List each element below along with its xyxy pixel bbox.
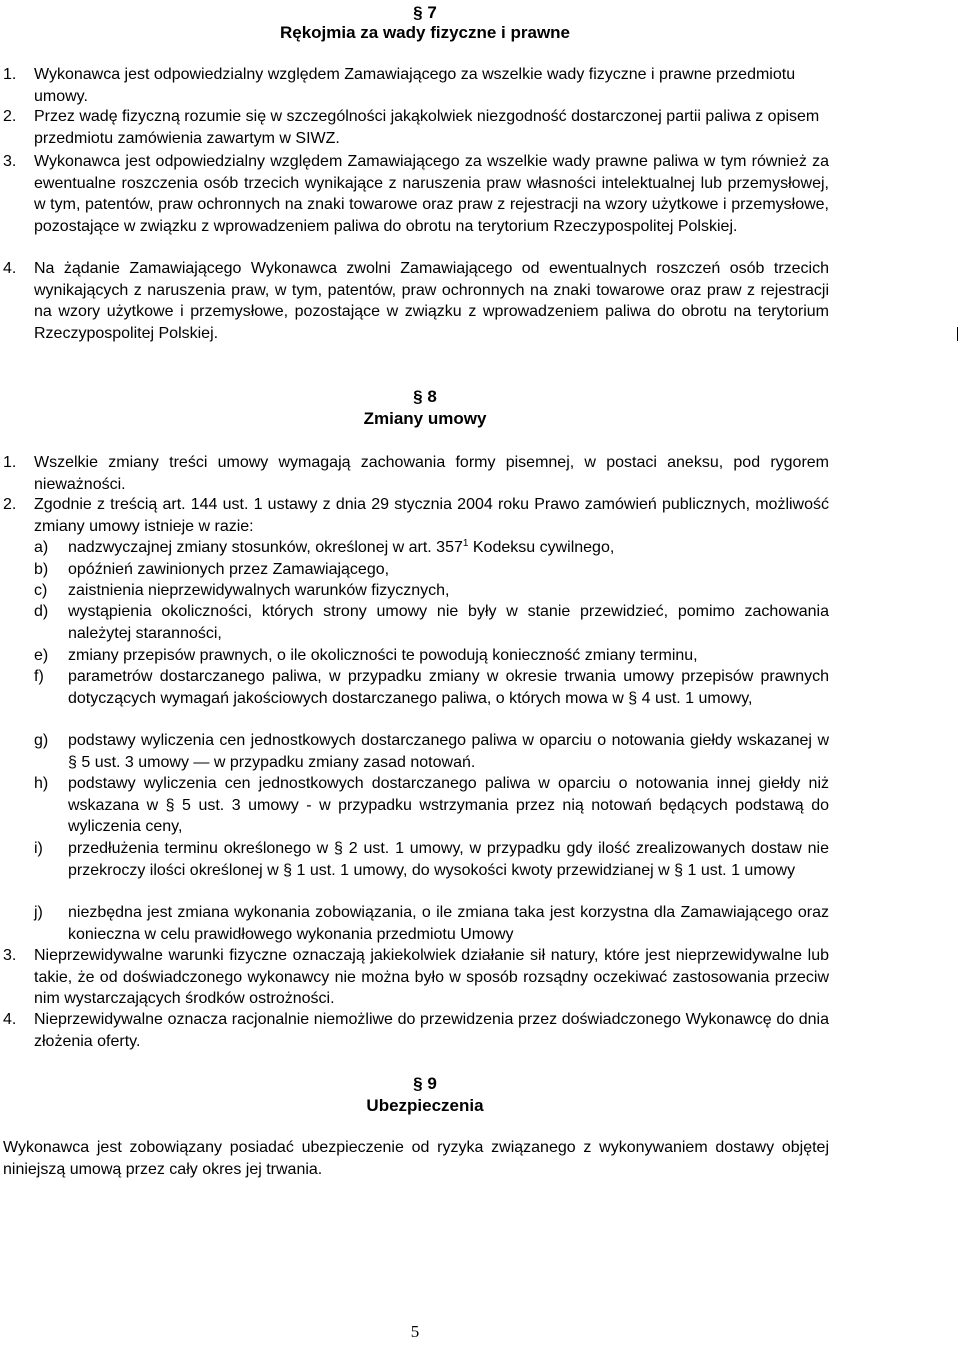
sec7-item-4-number: 4. [3, 260, 17, 277]
sec8-sub-g-text: podstawy wyliczenia cen jednostkowych dostarczanego paliwa w oparciu o notowania giełdy wskazanej w § 5 ust. 3 umowy — w przypadku zmiany zasad notowań. [68, 732, 829, 771]
sec7-item-3-text: Wykonawca jest odpowiedzialny względem Zamawiającego za wszelkie wady prawne paliwa w tym również za ewentualne roszczenia osób trzecich wynikające z naruszenia praw własności intelektualnej lub przemysłowej, w tym, patentów, praw ochronnych na znaki towarowe oraz praw z rejestracji na wzory użytkowe i przemysłowe, pozostające w związku z wprowadzeniem paliwa do obrotu na terytorium Rzeczypospolitej Polskiej. [34, 153, 829, 235]
sec8-item-1-number: 1. [3, 454, 17, 471]
sec8-item-4-text: Nieprzewidywalne oznacza racjonalnie niemożliwe do przewidzenia przez doświadczonego Wykonawcę do dnia złożenia oferty. [34, 1011, 829, 1050]
sec8-item-2-number: 2. [3, 496, 17, 513]
section-8-number: § 8 [413, 387, 437, 406]
sec8-sub-a-text [68, 537, 829, 559]
sec8-sub-b-label: b) [34, 561, 49, 578]
sec7-item-1-text: Wykonawca jest odpowiedzialny względem Zamawiającego za wszelkie wady fizyczne i prawne przedmiotu umowy. [34, 66, 796, 105]
sec8-sub-c-text: zaistnienia nieprzewidywalnych warunków fizycznych, [68, 582, 450, 599]
sec8-sub-d-text: wystąpienia okoliczności, których strony umowy nie były w stanie przewidzieć, pomimo zachowania należytej staranności, [68, 603, 829, 642]
sec7-item-2-number: 2. [3, 108, 17, 125]
sec8-item-4-number: 4. [3, 1011, 17, 1028]
sec7-item-3-number: 3. [3, 153, 17, 170]
sec8-item-2-text: Zgodnie z treścią art. 144 ust. 1 ustawy z dnia 29 stycznia 2004 roku Prawo zamówień publicznych, możliwość zmiany umowy istnieje w razie: [34, 496, 829, 535]
sec8-sub-a-superscript: 1 [462, 538, 469, 549]
margin-change-mark [957, 327, 958, 341]
sec8-sub-h-text: podstawy wyliczenia cen jednostkowych dostarczanego paliwa w oparciu o notowania innej giełdy niż wskazana w § 5 ust. 3 umowy - w przypadku wstrzymania przez nią notowań będących podstawą do wyliczenia ceny, [68, 775, 829, 836]
sec7-item-2-text: Przez wadę fizyczną rozumie się w szczególności jakąkolwiek niezgodność dostarczonej partii paliwa z opisem przedmiotu zamówienia zawartym w SIWZ. [34, 108, 820, 147]
sec8-sub-b-text: opóźnień zawinionych przez Zamawiającego, [68, 561, 390, 578]
sec7-item-1-number: 1. [3, 66, 17, 83]
sec8-sub-a-text-tail: Kodeksu cywilnego, [468, 539, 615, 556]
sec8-sub-h-label: h) [34, 775, 49, 792]
sec8-sub-f-text: parametrów dostarczanego paliwa, w przypadku zmiany w okresie trwania umowy przepisów prawnych dotyczących wymagań jakościowych dostarczanego paliwa, o których mowa w § 4 ust. 1 umowy, [68, 668, 829, 707]
sec8-sub-e-label: e) [34, 647, 49, 664]
sec8-sub-g-label: g) [34, 732, 49, 749]
sec8-sub-j-label: j) [34, 904, 43, 921]
sec8-sub-c-label: c) [34, 582, 48, 599]
sec8-sub-i-label: i) [34, 840, 43, 857]
sec8-item-3-text: Nieprzewidywalne warunki fizyczne oznaczają jakiekolwiek działanie sił natury, które jest nieprzewidywalne lub takie, że od doświadczonego wykonawcy nie można było w sposób rozsądny oczekiwać zastosowania przeciw nim wystarczających środków ostrożności. [34, 947, 829, 1008]
sec8-sub-d-label: d) [34, 603, 49, 620]
sec9-text: Wykonawca jest zobowiązany posiadać ubezpieczenie od ryzyka związanego z wykonywaniem dostawy objętej niniejszą umową przez cały okres jej trwania. [3, 1139, 829, 1178]
sec8-sub-f-label: f) [34, 668, 44, 685]
sec8-sub-j-text: niezbędna jest zmiana wykonania zobowiązania, o ile zmiana taka jest korzystna dla Zamawiającego oraz konieczna w celu prawidłowego wykonania przedmiotu Umowy [68, 904, 829, 943]
sec8-item-3-number: 3. [3, 947, 17, 964]
section-9-number: § 9 [413, 1074, 437, 1093]
section-7-number: § 7 [413, 3, 437, 22]
sec7-item-4-text: Na żądanie Zamawiającego Wykonawca zwolni Zamawiającego od ewentualnych roszczeń osób trzecich wynikających z naruszenia praw, w tym, patentów, praw ochronnych na znaki towarowe oraz praw z rejestracji na wzory użytkowe i przemysłowe, pozostające w związku z wprowadzeniem paliwa do obrotu na terytorium Rzeczypospolitej Polskiej. [34, 260, 829, 342]
section-8-title: Zmiany umowy [363, 409, 487, 428]
section-7-title: Rękojmia za wady fizyczne i prawne [279, 23, 571, 42]
page-number: 5 [410, 1322, 420, 1341]
sec8-item-1-text: Wszelkie zmiany treści umowy wymagają zachowania formy pisemnej, w postaci aneksu, pod rygorem nieważności. [34, 454, 829, 493]
section-9-title: Ubezpieczenia [366, 1096, 484, 1115]
sec8-sub-a-text-main: nadzwyczajnej zmiany stosunków, określonej w art. 357 [68, 539, 463, 556]
sec8-sub-i-text: przedłużenia terminu określonego w § 2 ust. 1 umowy, w przypadku gdy ilość zrealizowanych dostaw nie przekroczy ilości określonej w § 1 ust. 1 umowy, do wysokości kwoty przewidzianej w § 1 ust. 1 umowy [68, 840, 829, 879]
sec8-sub-a-label: a) [34, 539, 49, 556]
sec8-sub-e-text: zmiany przepisów prawnych, o ile okoliczności te powodują konieczność zmiany terminu, [68, 647, 698, 664]
